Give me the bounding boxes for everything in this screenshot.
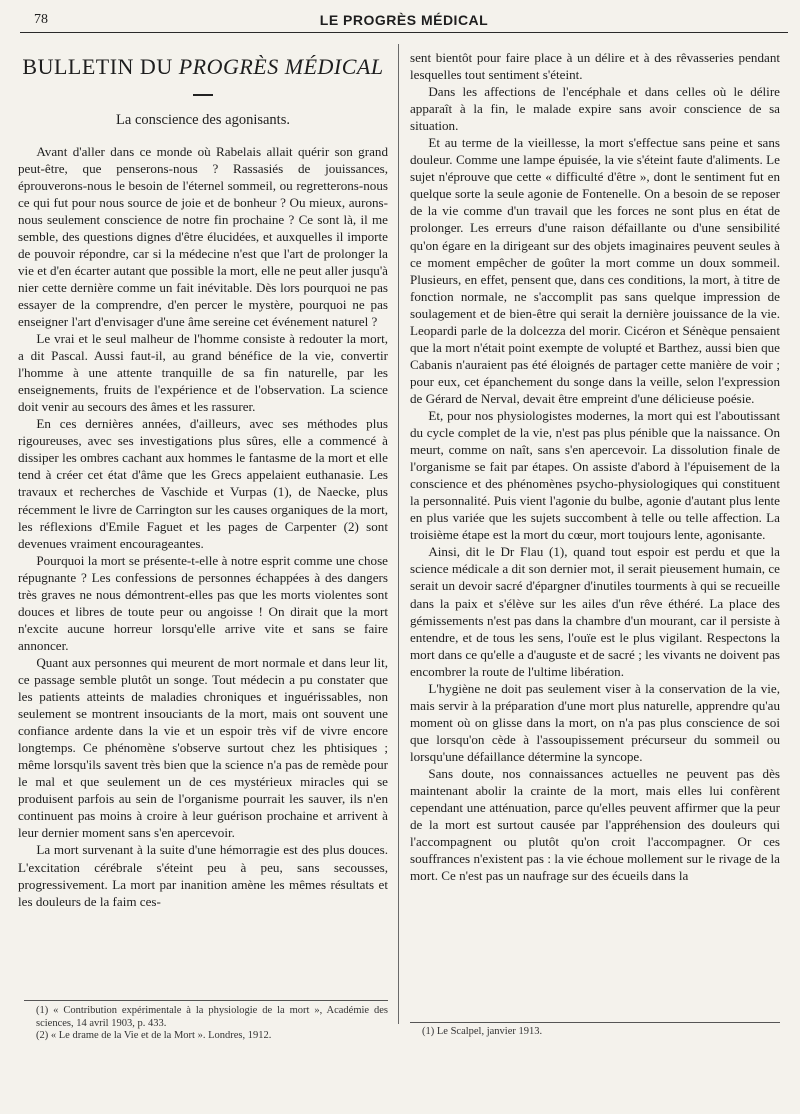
footnote: (1) « Contribution expérimentale à la physiologie de la mort », Académie des sciences, 14 avril 1903, p. 433. (36, 1005, 388, 1029)
bulletin-title-italic: PROGRÈS MÉDICAL (178, 54, 384, 79)
bulletin-heading (18, 54, 388, 80)
page-header (20, 10, 788, 33)
paragraph: Et au terme de la vieillesse, la mort s'effectue sans peine et sans douleur. Comme une lampe épuisée, la vie s'éteint faute d'aliments. Le sujet n'éprouve que cette « difficulté d'être », dont le sentiment fut en quelque sorte la seule agonie de Fontenelle. On a besoin de se reposer de la vie comme d'un travail que les forces ne sont plus en état de prolonger. Les erreurs d'une raison défaillante ou d'une sensibilité qu'on égare en la dirigeant sur des objets imaginaires peuvent seules à ce moment empêcher de goûter la mort comme un doux sommeil. Plusieurs, en effet, pensent que, dans ces conditions, la mort, à titre de fonction normale, ne s'accomplit pas sans quelque impression de soulagement et de bien-être qui serait la dernière jouissance de la vie. Leopardi parle de la dolcezza del morir. Cicéron et Sénèque pensaient que la mort n'était point exempte de volupté et Barthez, aussi bien que Cabanis n'auraient pas été éloignés de partager cette manière de voir ; pour eux, cet épanchement du songe dans la veille, selon l'expression de Gérard de Nerval, devait être empreint d'une délicieuse poésie. (410, 135, 780, 406)
footnote: (2) « Le drame de la Vie et de la Mort ». Londres, 1912. (36, 1030, 272, 1041)
paragraph: Ainsi, dit le Dr Flau (1), quand tout espoir est perdu et que la science médicale a dit son dernier mot, il serait pieusement humain, ce serait un devoir sacré d'épargner d'inutiles tourments à qui se recueille dans la paix et s'élève sur les ailes d'un rêve éthéré. La place des gémissements n'est pas dans la chambre d'un mourant, car il persiste à entendre, et de tous les sens, l'ouïe est le plus vigilant. Respectons la mort dans ce qu'elle a d'auguste et de sacré ; les vivants ne doivent pas encombrer la route de l'ultime libération. (410, 544, 780, 679)
paragraph: Et, pour nos physiologistes modernes, la mort qui est l'aboutissant du cycle complet de la vie, n'est pas plus pénible que la naissance. On meurt, comme on naît, sans s'en apercevoir. La dissolution finale de l'organisme se fait par étapes. On assiste d'abord à l'épuisement de la conscience et des phénomènes psycho-physiologiques qui constituent la personnalité. Puis vient l'agonie du bulbe, agonie d'autant plus lente en plus variée que les sujets succombent à telle ou telle affection. La troisième étape est la mort du cœur, mort toujours lente, agonisante. (410, 407, 780, 543)
right-column (410, 49, 780, 884)
page-number: 78 (34, 12, 48, 27)
journal-title: LE PROGRÈS MÉDICAL (319, 12, 489, 28)
paragraph: La mort survenant à la suite d'une hémorragie est des plus douces. L'excitation cérébrale s'éteint peu à peu, sans secousses, progressivement. La mort par inanition amène les mêmes résultats et les douleurs de la faim ces- (18, 842, 388, 909)
paragraph-continuation: sent bientôt pour faire place à un délire et à des rêvasseries pendant lesquelles tout sentiment s'éteint. (410, 50, 780, 83)
paragraph: Avant d'aller dans ce monde où Rabelais allait quérir son grand peut-être, que penserons-nous ? Rassasiés de jouissances, éprouverons-nous le besoin de l'éternel sommeil, ou regretterons-nous ce qui fut pour nous source de joie et de bonheur ? Ou mieux, aurons-nous seulement conscience de notre fin prochaine ? Ce sont là, il me semble, des questions dignes d'être élucidées, et auxquelles il importe de pouvoir répondre, car si la médecine n'est que l'art de prolonger la vie et d'en écarter autant que possible la mort, elle ne peut aller jusqu'à nier cette dernière comme un fait inévitable. Dès lors pourquoi ne pas essayer de la comprendre, d'en percer le mystère, pourquoi ne pas enseigner l'art d'envisager d'une âme sereine cet événement naturel ? (18, 143, 388, 330)
paragraph: Sans doute, nos connaissances actuelles ne peuvent pas dès maintenant abolir la crainte de la mort, mais elles lui confèrent cependant une atténuation, parce qu'elles peuvent affirmer que la peur de la mort est surtout causée par l'appréhension des douleurs qui l'accompagnent ou plutôt qu'on croit l'accompagner. Or ces souffrances n'existent pas : la vie échoue mollement sur le rivage de la mort. Ce n'est pas un naufrage sur des écueils dans la (410, 765, 780, 884)
column-divider (398, 44, 399, 1024)
footnote: (1) Le Scalpel, janvier 1913. (422, 1026, 543, 1037)
paragraph: Dans les affections de l'encéphale et dans celles où le délire apparaît à la fin, le malade expire sans avoir conscience de sa situation. (410, 84, 780, 134)
bulletin-prefix: BULLETIN DU (22, 54, 179, 79)
footnotes-right (410, 1022, 780, 1039)
paragraph: L'hygiène ne doit pas seulement viser à la conservation de la vie, mais servir à la préparation d'une mort plus naturelle, apprendre qu'au moment où on glisse dans la mort, on n'a pas plus conscience de soi que lorsqu'on cède à l'assoupissement précurseur du sommeil ou lorsqu'une défaillance détermine la syncope. (410, 680, 780, 764)
paragraph: Pourquoi la mort se présente-t-elle à notre esprit comme une chose répugnante ? Les confessions de personnes échappées à des dangers très graves ne nous démontrent-elles pas que les morts violentes sont douces et libres de toute peur ou angoisse ! On dirait que la mort n'excite aucune horreur lorsqu'elle arrive vite et sans se faire annoncer. (18, 552, 388, 653)
paragraph: Quant aux personnes qui meurent de mort normale et dans leur lit, ce passage semble plutôt un songe. Tout médecin a pu constater que les patients atteints de maladies chroniques et inguérissables, non seulement se montrent insouciants de la mort, mais ont souvent une confiance ardente dans la vie et un espoir très vif de vivre encore longtemps. Ce phénomène s'observe surtout chez les phtisiques ; même lorsqu'ils savent très bien que la science n'a pas de remède pour le mal et que seulement un de ces mystérieux miracles qui se produisent parfois au sein de l'organisme pourrait les sauver, ils n'en continuent pas moins à croire à leur guérison prochaine et arrivent à leur dernier moment sans s'en apercevoir. (18, 654, 388, 841)
paragraph: En ces dernières années, d'ailleurs, avec ses méthodes plus rigoureuses, avec ses investigations plus sûres, elle a commencé à dissiper les ombres cachant aux hommes le fantasme de la mort et elle tend à créer cet état d'âme que les Grecs appelaient euthanasie. Les travaux et recherches de Vaschide et Vurpas (1), de Naecke, plus récemment le livre de Carrington sur les causes organiques de la mort, les réflexions d'Emile Faguet et les pages de Carpenter (2) sont devenues vraiment encourageantes. (18, 416, 388, 551)
left-column (18, 46, 388, 910)
paragraph: Le vrai et le seul malheur de l'homme consiste à redouter la mort, a dit Pascal. Aussi faut-il, au grand bénéfice de la vie, convertir l'homme à une attente tranquille de sa fin naturelle, par les enseignements, fruits de l'expérience et de l'observation. La science doit venir au secours des âmes et les rassurer. (18, 331, 388, 415)
heading-rule (193, 94, 213, 96)
footnotes-left (24, 1000, 388, 1043)
section-title: La conscience des agonisants. (116, 111, 290, 128)
